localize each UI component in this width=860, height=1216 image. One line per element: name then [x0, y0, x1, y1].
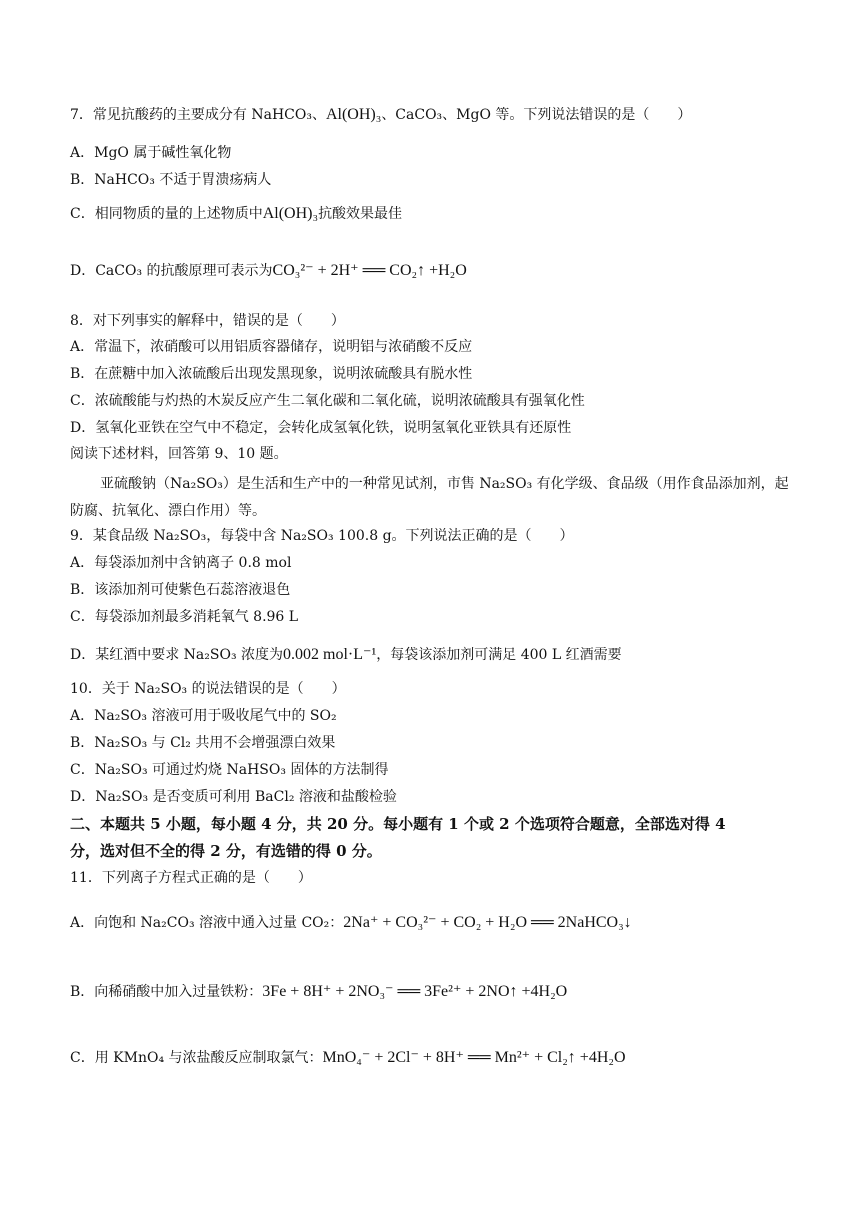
- q7-stem-formula: Al(OH)₃: [325, 106, 382, 123]
- q8-option-a: A．常温下，浓硝酸可以用铝质容器储存，说明铝与浓硝酸不反应: [70, 339, 473, 355]
- q8-option-b: B．在蔗糖中加入浓硫酸后出现发黑现象，说明浓硫酸具有脱水性: [70, 366, 473, 382]
- q7-stem-text-1: 7．常见抗酸药的主要成分有 NaHCO₃、: [70, 107, 326, 123]
- q9-option-c: C．每袋添加剂最多消耗氧气 8.96 L: [70, 609, 299, 625]
- q9-option-d-text-1: D．某红酒中要求 Na₂SO₃ 浓度为: [70, 647, 284, 663]
- q7-option-d-text: D．CaCO₃ 的抗酸原理可表示为: [70, 263, 273, 279]
- section2-heading-line2: 分，选对但不全的得 2 分，有选错的得 0 分。: [70, 842, 382, 860]
- q11-option-a-text: A．向饱和 Na₂CO₃ 溶液中通入过量 CO₂：: [70, 915, 344, 931]
- q7-stem-text-2: 、CaCO₃、MgO 等。下列说法错误的是（ ）: [381, 107, 692, 123]
- q11-option-c-formula: MnO₄⁻ + 2Cl⁻ + 8H⁺ ══ Mn²⁺ + Cl₂↑ +4H₂O: [322, 1049, 626, 1066]
- q10-option-d: D．Na₂SO₃ 是否变质可利用 BaCl₂ 溶液和盐酸检验: [70, 789, 397, 805]
- q9-option-d: [70, 645, 622, 665]
- q11-option-b: [70, 982, 567, 1002]
- q10-option-a: A．Na₂SO₃ 溶液可用于吸收尾气中的 SO₂: [70, 708, 337, 724]
- q11-option-c-text: C．用 KMnO₄ 与浓盐酸反应制取氯气：: [70, 1050, 323, 1066]
- q8-stem: 8．对下列事实的解释中，错误的是（ ）: [70, 313, 345, 329]
- q11-option-a-formula: 2Na⁺ + CO₃²⁻ + CO₂ + H₂O ══ 2NaHCO₃↓: [343, 914, 632, 931]
- q7-option-b: B．NaHCO₃ 不适于胃溃疡病人: [70, 172, 272, 188]
- q11-option-a: [70, 913, 632, 933]
- q7-option-d: [70, 261, 467, 281]
- q7-option-a: A．MgO 属于碱性氧化物: [70, 145, 232, 161]
- reading-material: 亚硫酸钠（Na₂SO₃）是生活和生产中的一种常见试剂，市售 Na₂SO₃ 有化学级、食品级（用作食品添加剂，起防腐、抗氧化、漂白作用）等。: [70, 476, 789, 519]
- q11-option-b-text: B．向稀硝酸中加入过量铁粉：: [70, 984, 263, 1000]
- q9-stem: 9．某食品级 Na₂SO₃，每袋中含 Na₂SO₃ 100.8 g。下列说法正确的是（ ）: [70, 528, 574, 544]
- q11-option-b-formula: 3Fe + 8H⁺ + 2NO₃⁻ ══ 3Fe²⁺ + 2NO↑ +4H₂O: [262, 983, 568, 1000]
- q9-option-a: A．每袋添加剂中含钠离子 0.8 mol: [70, 555, 292, 571]
- section2-heading-line1: 二、本题共 5 小题，每小题 4 分，共 20 分。每小题有 1 个或 2 个选项符合题意，全部选对得 4: [70, 815, 726, 833]
- q11-stem: 11．下列离子方程式正确的是（ ）: [70, 870, 312, 886]
- q8-option-d: D．氢氧化亚铁在空气中不稳定，会转化成氢氧化铁，说明氢氧化亚铁具有还原性: [70, 420, 572, 436]
- q11-option-c: [70, 1048, 626, 1068]
- q7-option-c-text-2: 抗酸效果最佳: [318, 206, 403, 222]
- q10-option-c: C．Na₂SO₃ 可通过灼烧 NaHSO₃ 固体的方法制得: [70, 762, 389, 778]
- q7-option-c-formula: Al(OH)₃: [262, 205, 319, 222]
- q7-option-d-formula: CO₃²⁻ + 2H⁺ ══ CO₂↑ +H₂O: [272, 262, 467, 279]
- q9-option-d-formula: 0.002 mol·L⁻¹: [283, 646, 377, 663]
- q10-stem: 10．关于 Na₂SO₃ 的说法错误的是（ ）: [70, 681, 346, 697]
- q7-stem: [70, 105, 691, 125]
- q9-option-b: B．该添加剂可使紫色石蕊溶液退色: [70, 582, 291, 598]
- q10-option-b: B．Na₂SO₃ 与 Cl₂ 共用不会增强漂白效果: [70, 735, 336, 751]
- reading-intro: 阅读下述材料，回答第 9、10 题。: [70, 446, 288, 462]
- q7-option-c-text-1: C．相同物质的量的上述物质中: [70, 206, 263, 222]
- q8-option-c: C．浓硫酸能与灼热的木炭反应产生二氧化碳和二氧化硫，说明浓硫酸具有强氧化性: [70, 393, 585, 409]
- q7-option-c: [70, 204, 402, 224]
- q9-option-d-text-2: ，每袋该添加剂可满足 400 L 红酒需要: [376, 647, 622, 663]
